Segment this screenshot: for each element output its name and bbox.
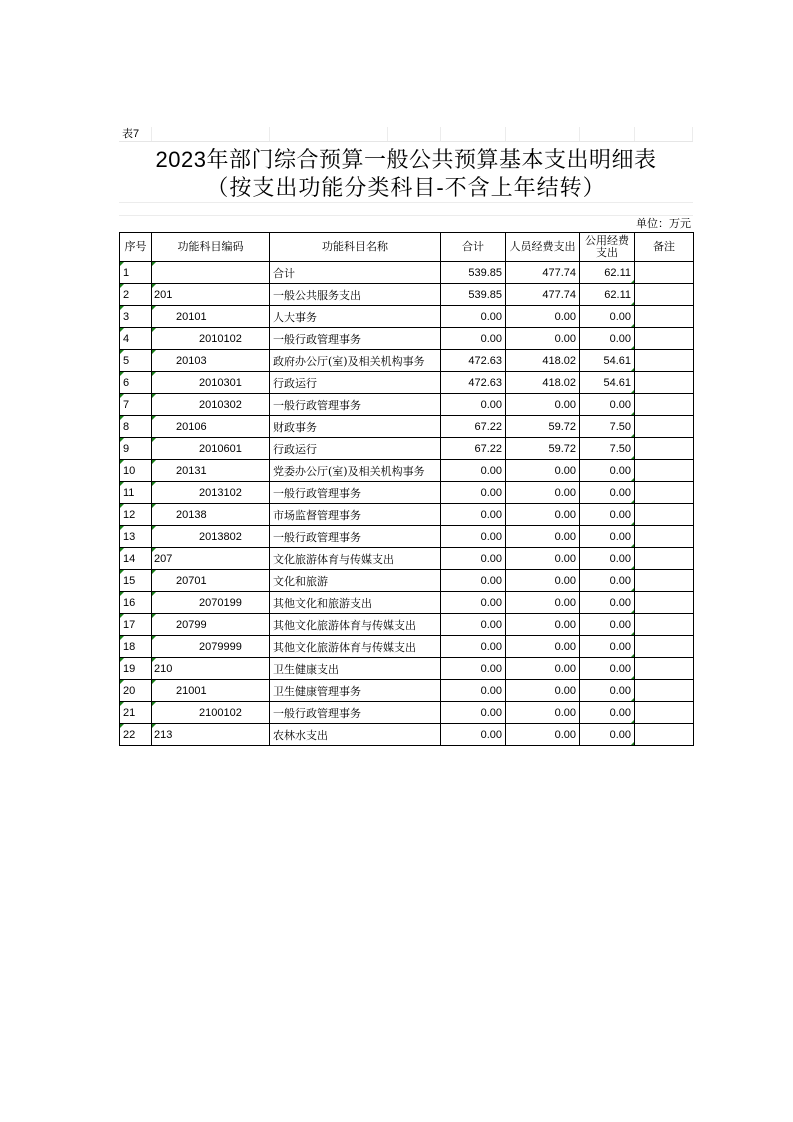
cell-public: 62.11 [580,284,635,306]
cell-name: 卫生健康管理事务 [270,680,441,702]
header-seq: 序号 [120,233,152,262]
cell-public: 0.00 [580,328,635,350]
cell-name: 文化和旅游 [270,570,441,592]
cell-total: 0.00 [441,482,506,504]
header-row [120,233,694,262]
cell-code: 2013802 [152,526,270,548]
cell-public: 0.00 [580,306,635,328]
cell-note [635,680,694,702]
cell-personnel: 0.00 [506,614,580,636]
table-row [120,504,694,526]
cell-total: 0.00 [441,724,506,746]
table-row [120,394,694,416]
cell-personnel: 0.00 [506,636,580,658]
cell-seq: 1 [120,262,152,284]
cell-name: 政府办公厅(室)及相关机构事务 [270,350,441,372]
cell-note [635,328,694,350]
header-code: 功能科目编码 [152,233,270,262]
cell-personnel: 0.00 [506,328,580,350]
cell-name: 人大事务 [270,306,441,328]
table-row [120,658,694,680]
cell-note [635,460,694,482]
table-row [120,350,694,372]
cell-note [635,570,694,592]
budget-table [119,232,694,746]
cell-name: 其他文化旅游体育与传媒支出 [270,614,441,636]
cell-personnel: 0.00 [506,658,580,680]
cell-public: 54.61 [580,350,635,372]
cell-seq: 21 [120,702,152,724]
cell-seq: 19 [120,658,152,680]
unit-label: 单位：万元 [636,217,691,230]
cell-total: 472.63 [441,350,506,372]
cell-code: 20106 [152,416,270,438]
cell-seq: 16 [120,592,152,614]
table-row [120,262,694,284]
cell-public: 0.00 [580,724,635,746]
table-row [120,724,694,746]
cell-note [635,350,694,372]
cell-seq: 14 [120,548,152,570]
cell-code: 2010102 [152,328,270,350]
cell-personnel: 0.00 [506,482,580,504]
cell-note [635,394,694,416]
cell-note [635,482,694,504]
table-row [120,416,694,438]
table-row [120,636,694,658]
table-row [120,372,694,394]
cell-seq: 3 [120,306,152,328]
cell-total: 0.00 [441,614,506,636]
cell-public: 0.00 [580,504,635,526]
cell-personnel: 0.00 [506,570,580,592]
cell-total: 0.00 [441,460,506,482]
cell-public: 54.61 [580,372,635,394]
cell-note [635,306,694,328]
table-row [120,438,694,460]
cell-code: 20138 [152,504,270,526]
cell-public: 0.00 [580,658,635,680]
page-title: 2023年部门综合预算一般公共预算基本支出明细表 [155,147,657,172]
table-number-row [119,127,693,142]
table-row [120,680,694,702]
cell-total: 0.00 [441,504,506,526]
cell-code: 207 [152,548,270,570]
cell-seq: 17 [120,614,152,636]
cell-public: 0.00 [580,548,635,570]
cell-note [635,614,694,636]
header-total: 合计 [441,233,506,262]
cell-personnel: 59.72 [506,416,580,438]
cell-public: 0.00 [580,482,635,504]
cell-personnel: 477.74 [506,262,580,284]
cell-name: 一般行政管理事务 [270,702,441,724]
cell-code: 2010302 [152,394,270,416]
cell-code: 2079999 [152,636,270,658]
cell-public: 0.00 [580,394,635,416]
cell-public: 62.11 [580,262,635,284]
cell-name: 党委办公厅(室)及相关机构事务 [270,460,441,482]
cell-code [152,262,270,284]
cell-note [635,416,694,438]
cell-total: 539.85 [441,262,506,284]
cell-code: 21001 [152,680,270,702]
cell-total: 0.00 [441,592,506,614]
table-row [120,592,694,614]
cell-note [635,724,694,746]
cell-personnel: 0.00 [506,504,580,526]
cell-code: 20131 [152,460,270,482]
cell-code: 20103 [152,350,270,372]
cell-personnel: 0.00 [506,724,580,746]
cell-personnel: 0.00 [506,526,580,548]
cell-seq: 15 [120,570,152,592]
cell-total: 0.00 [441,548,506,570]
header-public: 公用经费支出 [580,233,635,262]
cell-name: 一般行政管理事务 [270,526,441,548]
page-subtitle: （按支出功能分类科目-不含上年结转） [206,175,606,200]
cell-note [635,592,694,614]
header-personnel: 人员经费支出 [506,233,580,262]
cell-public: 7.50 [580,416,635,438]
cell-note [635,526,694,548]
cell-note [635,658,694,680]
cell-name: 一般行政管理事务 [270,328,441,350]
cell-note [635,504,694,526]
cell-public: 0.00 [580,680,635,702]
cell-code: 20701 [152,570,270,592]
cell-name: 行政运行 [270,372,441,394]
cell-seq: 22 [120,724,152,746]
cell-personnel: 418.02 [506,372,580,394]
cell-total: 539.85 [441,284,506,306]
cell-name: 合计 [270,262,441,284]
cell-personnel: 418.02 [506,350,580,372]
cell-seq: 18 [120,636,152,658]
cell-total: 0.00 [441,394,506,416]
cell-public: 0.00 [580,614,635,636]
cell-seq: 11 [120,482,152,504]
table-row [120,570,694,592]
cell-total: 0.00 [441,306,506,328]
cell-seq: 8 [120,416,152,438]
cell-seq: 6 [120,372,152,394]
cell-seq: 7 [120,394,152,416]
table-row [120,614,694,636]
cell-name: 一般行政管理事务 [270,394,441,416]
cell-total: 472.63 [441,372,506,394]
cell-code: 20799 [152,614,270,636]
cell-seq: 10 [120,460,152,482]
cell-note [635,284,694,306]
cell-gridlines [119,127,693,141]
table-row [120,548,694,570]
cell-total: 0.00 [441,570,506,592]
cell-personnel: 0.00 [506,394,580,416]
cell-name: 卫生健康支出 [270,658,441,680]
cell-name: 其他文化和旅游支出 [270,592,441,614]
cell-seq: 2 [120,284,152,306]
table-row [120,482,694,504]
cell-total: 0.00 [441,526,506,548]
header-note: 备注 [635,233,694,262]
table-row [120,328,694,350]
cell-public: 0.00 [580,460,635,482]
spacer-row [119,202,693,216]
cell-public: 7.50 [580,438,635,460]
cell-public: 0.00 [580,592,635,614]
cell-seq: 5 [120,350,152,372]
cell-personnel: 0.00 [506,680,580,702]
cell-note [635,636,694,658]
cell-total: 0.00 [441,680,506,702]
cell-name: 农林水支出 [270,724,441,746]
cell-name: 其他文化旅游体育与传媒支出 [270,636,441,658]
cell-public: 0.00 [580,702,635,724]
cell-name: 财政事务 [270,416,441,438]
title-block [119,142,693,202]
cell-code: 2100102 [152,702,270,724]
cell-seq: 13 [120,526,152,548]
table-row [120,702,694,724]
cell-total: 0.00 [441,658,506,680]
table-row [120,284,694,306]
cell-code: 201 [152,284,270,306]
cell-code: 2013102 [152,482,270,504]
cell-total: 0.00 [441,328,506,350]
cell-personnel: 0.00 [506,702,580,724]
cell-name: 行政运行 [270,438,441,460]
cell-seq: 20 [120,680,152,702]
table-row [120,306,694,328]
spreadsheet-page [119,127,693,746]
cell-note [635,702,694,724]
cell-code: 2070199 [152,592,270,614]
cell-code: 210 [152,658,270,680]
cell-code: 2010601 [152,438,270,460]
cell-total: 0.00 [441,702,506,724]
cell-note [635,438,694,460]
table-row [120,526,694,548]
cell-note [635,372,694,394]
cell-personnel: 59.72 [506,438,580,460]
cell-name: 一般公共服务支出 [270,284,441,306]
cell-note [635,262,694,284]
cell-seq: 9 [120,438,152,460]
table-number: 表7 [122,128,140,140]
header-name: 功能科目名称 [270,233,441,262]
cell-public: 0.00 [580,526,635,548]
table-row [120,460,694,482]
cell-note [635,548,694,570]
cell-seq: 4 [120,328,152,350]
cell-personnel: 477.74 [506,284,580,306]
cell-total: 67.22 [441,416,506,438]
cell-name: 文化旅游体育与传媒支出 [270,548,441,570]
cell-personnel: 0.00 [506,592,580,614]
cell-name: 市场监督管理事务 [270,504,441,526]
cell-seq: 12 [120,504,152,526]
cell-personnel: 0.00 [506,306,580,328]
cell-code: 213 [152,724,270,746]
cell-total: 0.00 [441,636,506,658]
cell-name: 一般行政管理事务 [270,482,441,504]
cell-personnel: 0.00 [506,548,580,570]
cell-public: 0.00 [580,570,635,592]
cell-personnel: 0.00 [506,460,580,482]
table-body [120,262,694,746]
cell-total: 67.22 [441,438,506,460]
cell-code: 2010301 [152,372,270,394]
cell-code: 20101 [152,306,270,328]
cell-public: 0.00 [580,636,635,658]
